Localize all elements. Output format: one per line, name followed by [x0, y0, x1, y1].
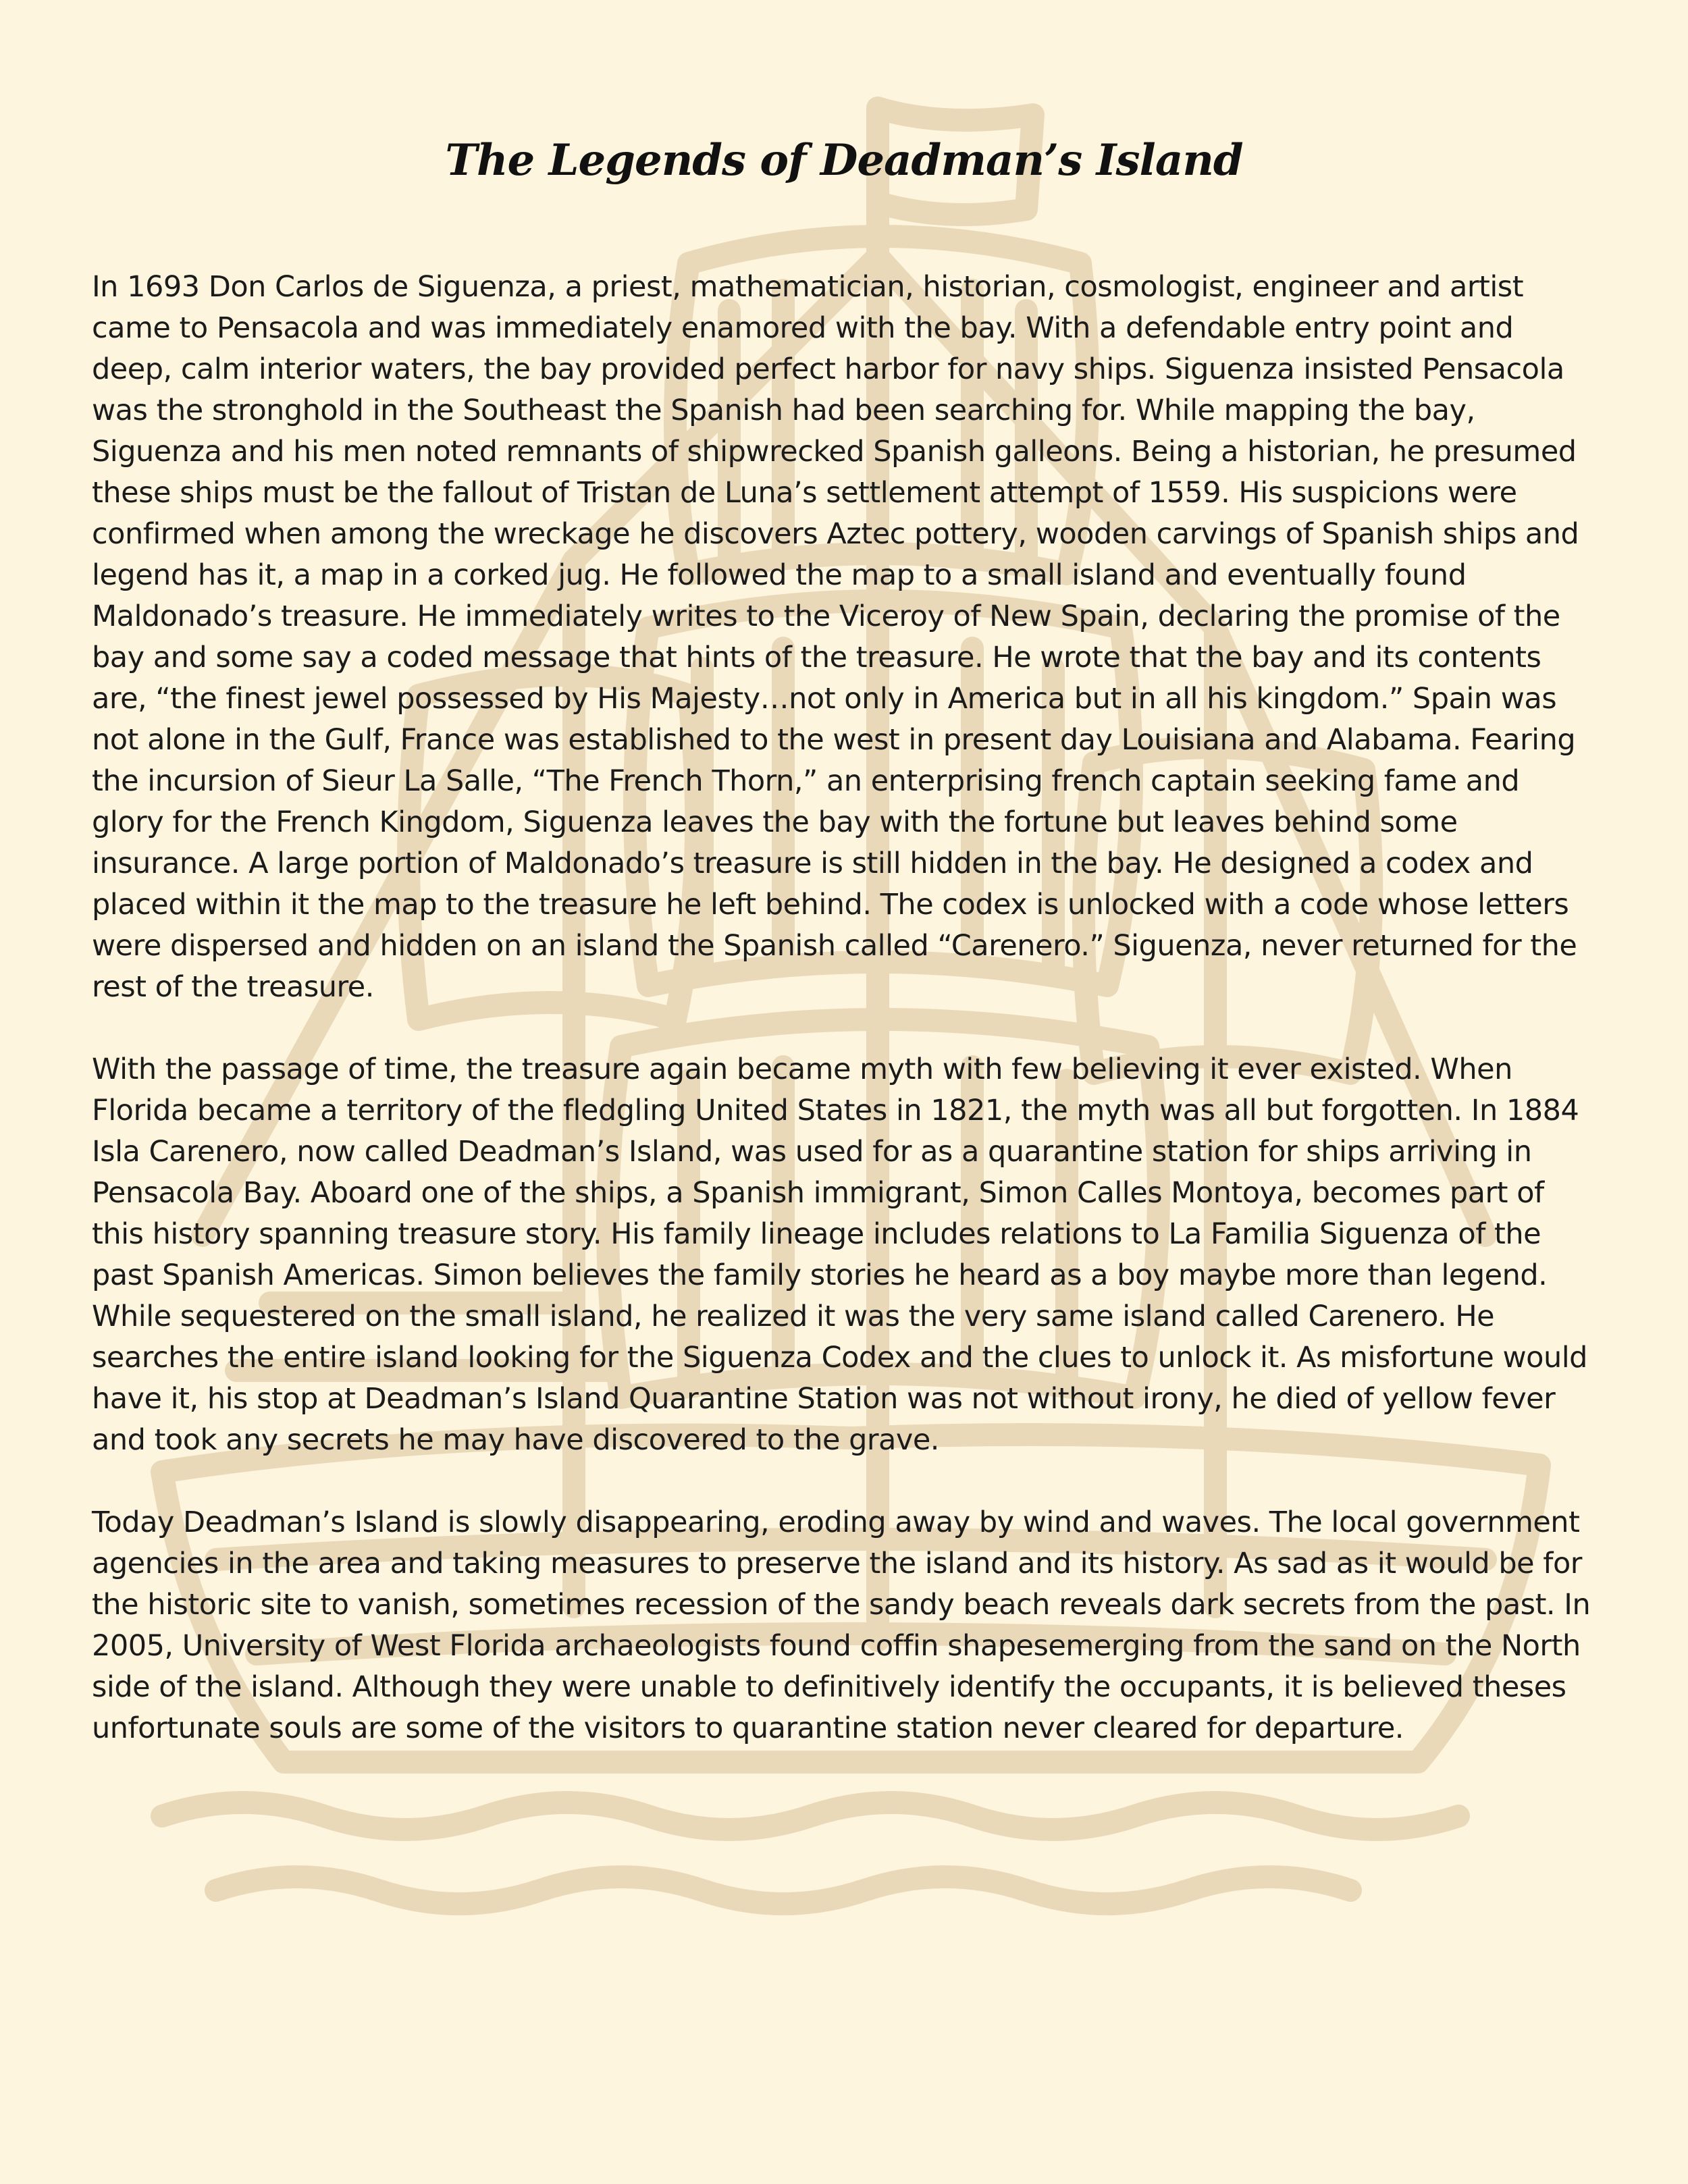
- document-content: [92, 122, 1596, 1790]
- document-title: The Legends of Deadman’s Island: [445, 135, 1243, 186]
- paragraph-2: With the passage of time, the treasure again became myth with few believing it ever existed. When Florida became a territory of the fledgling United States in 1821, the myth was all but forgotten. In 1884 Isla Carenero, now called Deadman’s Island, was used for as a quarantine station for ships arriving in Pensacola Bay. Aboard one of the ships, a Spanish immigrant, Simon Calles Montoya, becomes part of this history spanning treasure story. His family lineage includes relations to La Familia Siguenza of the past Spanish Americas. Simon believes the family stories he heard as a boy maybe more than legend. While sequestered on the small island, he realized it was the very same island called Carenero. He searches the entire island looking for the Siguenza Codex and the clues to unlock it. As misfortune would have it, his stop at Deadman’s Island Quarantine Station was not without irony, he died of yellow fever and took any secrets he may have discovered to the grave.: [92, 1053, 1587, 1457]
- paragraph-1: In 1693 Don Carlos de Siguenza, a priest, mathematician, historian, cosmologist, engineer and artist came to Pensacola and was immediately enamored with the bay. With a defendable entry point and deep, calm interior waters, the bay provided perfect harbor for navy ships. Siguenza insisted Pensacola was the stronghold in the Southeast the Spanish had been searching for. While mapping the bay, Siguenza and his men noted remnants of shipwrecked Spanish galleons. Being a historian, he presumed these ships must be the fallout of Tristan de Luna’s settlement attempt of 1559. His suspicions were confirmed when among the wreckage he discovers Aztec pottery, wooden carvings of Spanish ships and legend has it, a map in a corked jug. He followed the map to a small island and eventually found Maldonado’s treasure. He immediately writes to the Viceroy of New Spain, declaring the promise of the bay and some say a coded message that hints of the treasure. He wrote that the bay and its contents are, “the finest jewel possessed by His Majesty…not only in America but in all his kingdom.” Spain was not alone in the Gulf, France was established to the west in present day Louisiana and Alabama. Fearing the incursion of Sieur La Salle, “The French Thorn,” an enterprising french captain seeking fame and glory for the French Kingdom, Siguenza leaves the bay with the fortune but leaves behind some insurance. A large portion of Maldonado’s treasure is still hidden in the bay. He designed a codex and placed within it the map to the treasure he left behind. The codex is unlocked with a code whose letters were dispersed and hidden on an island the Spanish called “Carenero.” Siguenza, never returned for the rest of the treasure.: [92, 270, 1579, 1004]
- paragraph-3: Today Deadman’s Island is slowly disappearing, eroding away by wind and waves. The local government agencies in the area and taking measures to preserve the island and its history. As sad as it would be for the historic site to vanish, sometimes recession of the sandy beach reveals dark secrets from the past. In 2005, University of West Florida archaeologists found coffin shapesemerging from the sand on the North side of the island. Although they were unable to definitively identify the occupants, it is believed theses unfortunate souls are some of the visitors to quarantine station never cleared for departure.: [92, 1506, 1591, 1745]
